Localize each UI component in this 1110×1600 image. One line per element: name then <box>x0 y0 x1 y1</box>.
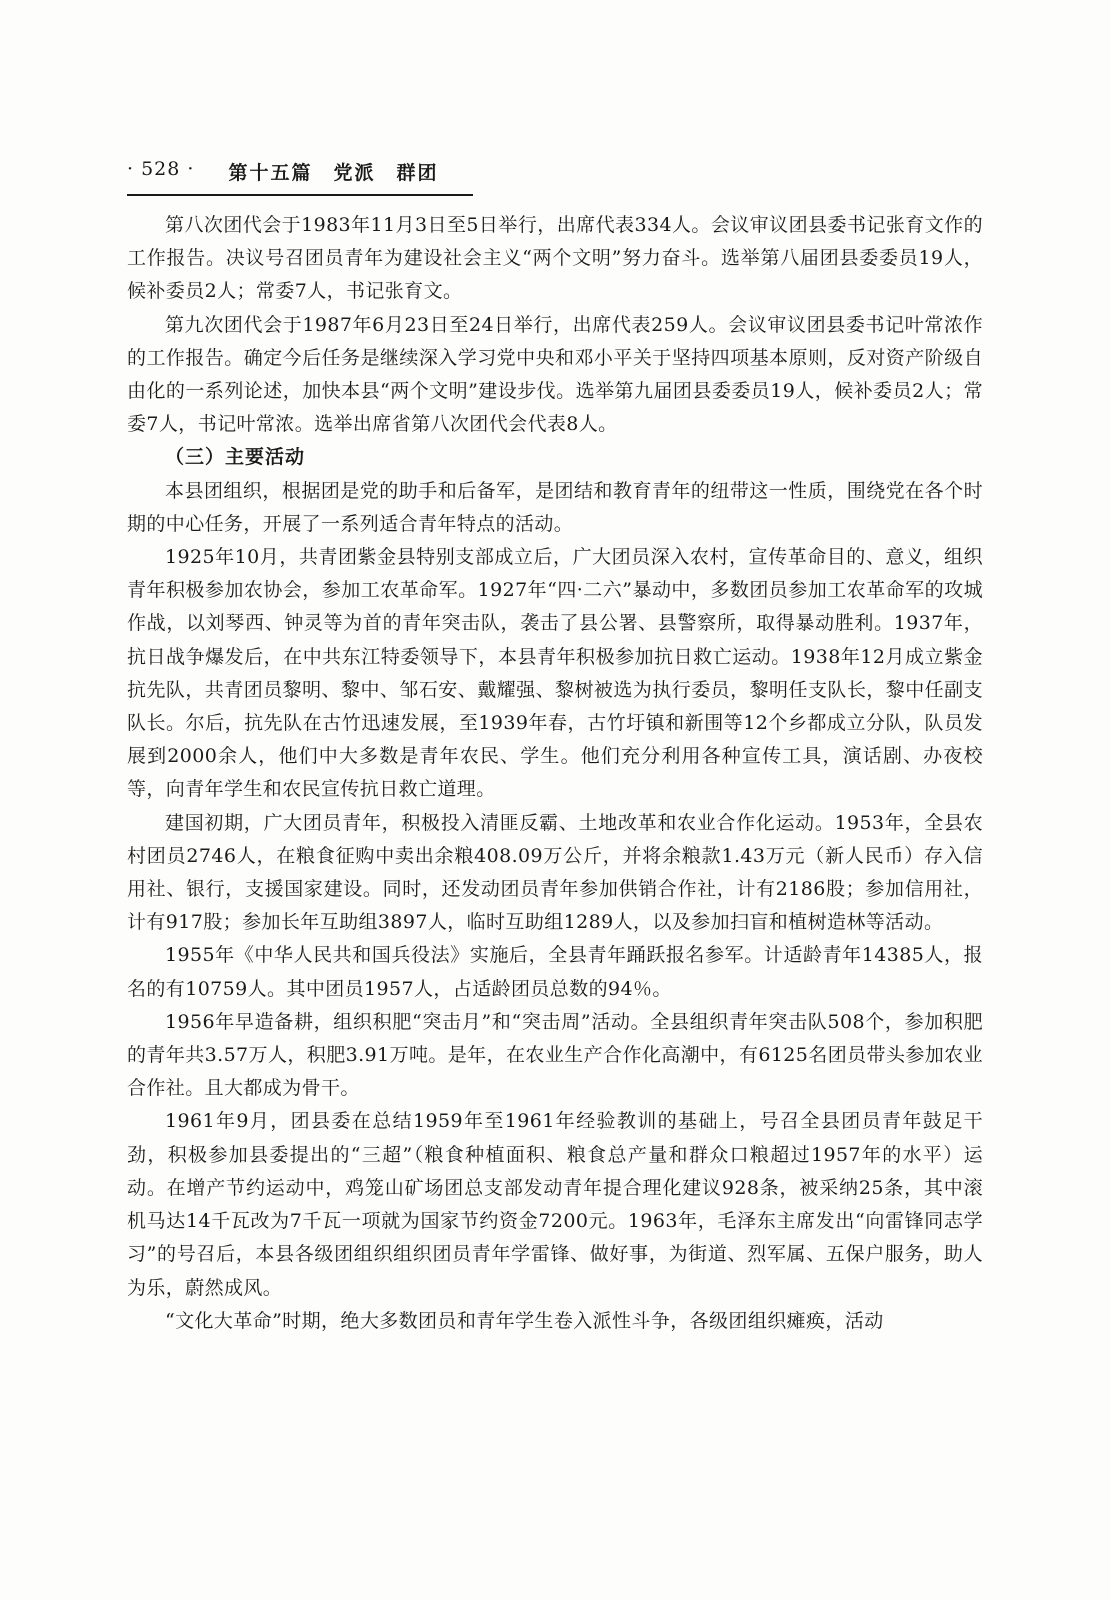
paragraph-early-prc: 建国初期，广大团员青年，积极投入清匪反霸、土地改革和农业合作化运动。1953年，全县农村团员2746人，在粮食征购中卖出余粮408.09万公斤，并将余粮款1.43万元（新人民币）存入信用社、银行，支援国家建设。同时，还发动团员青年参加供销合作社，计有2186股；参加信用社，计有917股；参加长年互助组3897人，临时互助组1289人，以及参加扫盲和植树造林等活动。 <box>127 811 983 934</box>
paragraph-overview: 本县团组织，根据团是党的助手和后备军，是团结和教育青年的纽带这一性质，围绕党在各个时期的中心任务，开展了一系列适合青年特点的活动。 <box>127 479 983 535</box>
page-number: · 528 · <box>127 158 195 180</box>
paragraph-1955: 1955年《中华人民共和国兵役法》实施后，全县青年踊跃报名参军。计适龄青年14385人，报名的有10759人。其中团员1957人，占适龄团员总数的94％。 <box>127 944 983 1000</box>
running-header <box>127 158 473 196</box>
paragraph-cultural-revolution: “文化大革命”时期，绝大多数团员和青年学生卷入派性斗争，各级团组织瘫痪，活动 <box>165 1309 884 1332</box>
paragraph-1956: 1956年早造备耕，组织积肥“突击月”和“突击周”活动。全县组织青年突击队508个，参加积肥的青年共3.57万人，积肥3.91万吨。是年，在农业生产合作化高潮中，有6125名团员带头参加农业合作社。且大都成为骨干。 <box>127 1010 983 1100</box>
paragraph-1925: 1925年10月，共青团紫金县特别支部成立后，广大团员深入农村，宣传革命目的、意义，组织青年积极参加农协会，参加工农革命军。1927年“四·二六”暴动中，多数团员参加工农革命军的攻城作战，以刘琴西、钟灵等为首的青年突击队，袭击了县公署、县警察所，取得暴动胜利。1937年，抗日战争爆发后，在中共东江特委领导下，本县青年积极参加抗日救亡运动。1938年12月成立紫金抗先队，共青团员黎明、黎中、邹石安、戴耀强、黎树被选为执行委员，黎明任支队长，黎中任副支队长。尔后，抗先队在古竹迅速发展，至1939年春，古竹圩镇和新围等12个乡都成立分队，队员发展到2000余人，他们中大多数是青年农民、学生。他们充分利用各种宣传工具，演话剧、办夜校等，向青年学生和农民宣传抗日救亡道理。 <box>127 546 983 801</box>
body-text <box>127 209 983 1338</box>
chapter-title: 第十五篇 党派 群团 <box>228 162 439 184</box>
paragraph-eighth-congress: 第八次团代会于1983年11月3日至5日举行，出席代表334人。会议审议团县委书记张育文作的工作报告。决议号召团员青年为建设社会主义“两个文明”努力奋斗。选举第八届团县委委员19人，候补委员2人；常委7人，书记张育文。 <box>127 214 983 303</box>
section-heading: （三）主要活动 <box>165 446 306 469</box>
paragraph-ninth-congress: 第九次团代会于1987年6月23日至24日举行，出席代表259人。会议审议团县委书记叶常浓作的工作报告。确定今后任务是继续深入学习党中央和邓小平关于坚持四项基本原则，反对资产阶级自由化的一系列论述，加快本县“两个文明”建设步伐。选举第九届团县委委员19人，候补委员2人；常委7人，书记叶常浓。选举出席省第八次团代会代表8人。 <box>127 313 983 436</box>
paragraph-1961: 1961年9月，团县委在总结1959年至1961年经验教训的基础上，号召全县团员青年鼓足干劲，积极参加县委提出的“三超”（粮食种植面积、粮食总产量和群众口粮超过1957年的水平）运动。在增产节约运动中，鸡笼山矿场团总支部发动青年提合理化建议928条，被采纳25条，其中滚机马达14千瓦改为7千瓦一项就为国家节约资金7200元。1963年，毛泽东主席发出“向雷锋同志学习”的号召后，本县各级团组织组织团员青年学雷锋、做好事，为街道、烈军属、五保户服务，助人为乐，蔚然成风。 <box>127 1110 983 1299</box>
